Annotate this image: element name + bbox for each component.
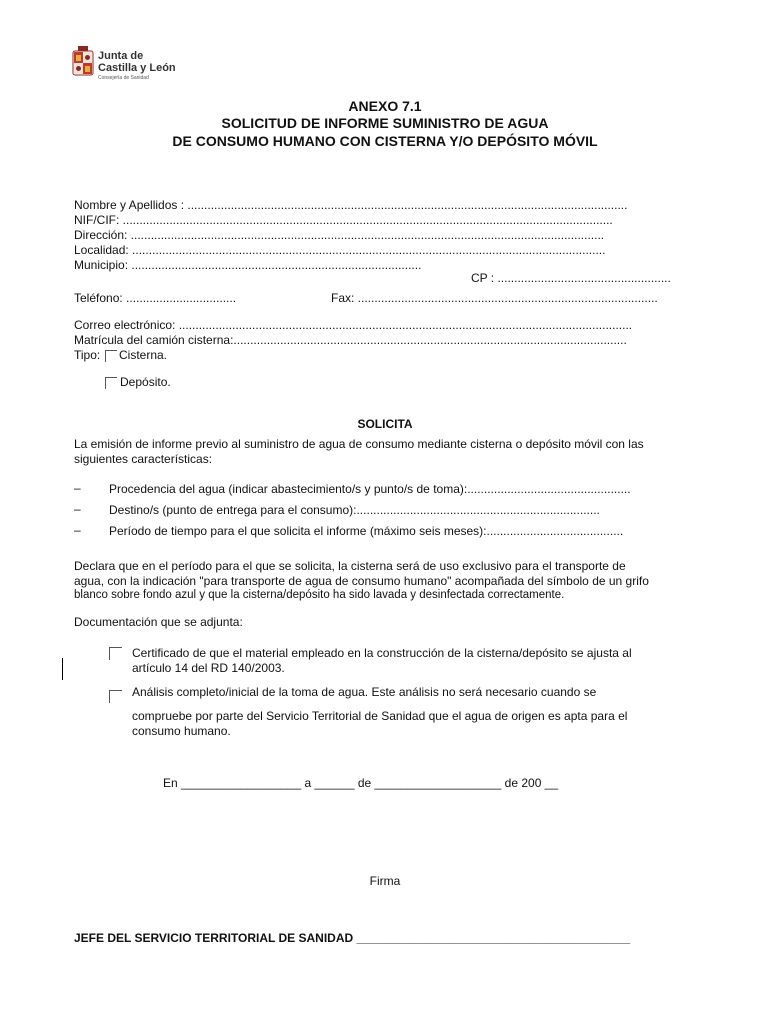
field-localidad[interactable]: Localidad: .............................................................................................................................................. bbox=[74, 243, 606, 257]
item-procedencia[interactable]: Procedencia del agua (indicar abastecimiento/s y punto/s de toma):................................................. bbox=[109, 482, 631, 496]
certificado-line-1: Certificado de que el material empleado en la construcción de la cisterna/depósito se ajusta al bbox=[132, 646, 632, 660]
tipo-label: Tipo: bbox=[74, 348, 101, 362]
jefe-servicio-line: JEFE DEL SERVICIO TERRITORIAL DE SANIDAD _________________________________________ bbox=[74, 931, 631, 945]
declara-line-3: blanco sobre fondo azul y que la cisterna/depósito ha sido lavada y desinfectada correctamente. bbox=[74, 589, 565, 601]
checkbox-analisis[interactable] bbox=[109, 690, 122, 703]
analisis-line-1: Análisis completo/inicial de la toma de agua. Este análisis no será necesario cuando se bbox=[132, 685, 597, 699]
firma-label: Firma bbox=[369, 874, 401, 888]
logo-line-2: Castilla y León bbox=[98, 62, 176, 74]
field-nombre[interactable]: Nombre y Apellidos : .................................................................................................................................... bbox=[74, 198, 628, 212]
document-title-line-1: SOLICITUD DE INFORME SUMINISTRO DE AGUA bbox=[221, 115, 549, 131]
checkbox-certificado[interactable] bbox=[109, 647, 122, 660]
bullet-dash: – bbox=[74, 502, 81, 516]
coat-of-arms-icon bbox=[72, 46, 94, 78]
solicita-intro-line-2: siguientes características: bbox=[74, 452, 213, 466]
declara-line-2: agua, con la indicación "para transporte de agua de consumo humano" acompañada del símbolo de un grifo bbox=[74, 574, 649, 588]
certificado-line-2: artículo 14 del RD 140/2003. bbox=[132, 661, 285, 675]
item-periodo[interactable]: Período de tiempo para el que solicita el informe (máximo seis meses):......................................... bbox=[109, 524, 624, 538]
fecha-line[interactable]: En __________________ a ______ de ___________________ de 200 __ bbox=[163, 776, 559, 790]
declara-line-1: Declara que en el período para el que se solicita, la cisterna será de uso exclusivo para el transporte de bbox=[74, 559, 626, 573]
field-cp[interactable]: CP : .................................................... bbox=[471, 271, 671, 285]
documentacion-heading: Documentación que se adjunta: bbox=[74, 615, 243, 629]
analisis-line-2: compruebe por parte del Servicio Territorial de Sanidad que el agua de origen es apta para el bbox=[132, 709, 628, 723]
checkbox-deposito[interactable] bbox=[105, 377, 117, 389]
bullet-dash: – bbox=[74, 523, 81, 537]
field-telefono[interactable]: Teléfono: ................................. bbox=[74, 291, 237, 305]
solicita-heading: SOLICITA bbox=[357, 417, 413, 431]
junta-logo bbox=[72, 44, 182, 84]
field-direccion[interactable]: Dirección: .............................................................................................................................................. bbox=[74, 228, 605, 242]
item-destino[interactable]: Destino/s (punto de entrega para el consumo):......................................................................... bbox=[109, 503, 600, 517]
field-municipio[interactable]: Municipio: ....................................................................................... bbox=[74, 258, 422, 272]
annex-number: ANEXO 7.1 bbox=[348, 98, 422, 114]
document-title-line-2: DE CONSUMO HUMANO CON CISTERNA Y/O DEPÓSITO MÓVIL bbox=[172, 133, 598, 149]
tipo-cisterna-label: Cisterna. bbox=[119, 348, 168, 362]
logo-line-3: Consejería de Sanidad bbox=[98, 75, 149, 81]
bullet-dash: – bbox=[74, 481, 81, 495]
analisis-line-3: consumo humano. bbox=[132, 724, 231, 738]
field-fax[interactable]: Fax: .......................................................................................... bbox=[331, 291, 658, 305]
logo-line-1: Junta de bbox=[98, 50, 144, 62]
tipo-deposito-label: Depósito. bbox=[120, 375, 171, 389]
field-nif[interactable]: NIF/CIF: ................................................................................................................................................... bbox=[74, 213, 613, 227]
text-cursor bbox=[62, 658, 63, 680]
solicita-intro-line-1: La emisión de informe previo al suministro de agua de consumo mediante cisterna o depósito móvil con las bbox=[74, 437, 644, 451]
field-correo[interactable]: Correo electrónico: ........................................................................................................................................ bbox=[74, 318, 633, 332]
checkbox-cisterna[interactable] bbox=[105, 350, 117, 362]
field-matricula[interactable]: Matrícula del camión cisterna:...................................................................................................................... bbox=[74, 333, 627, 347]
